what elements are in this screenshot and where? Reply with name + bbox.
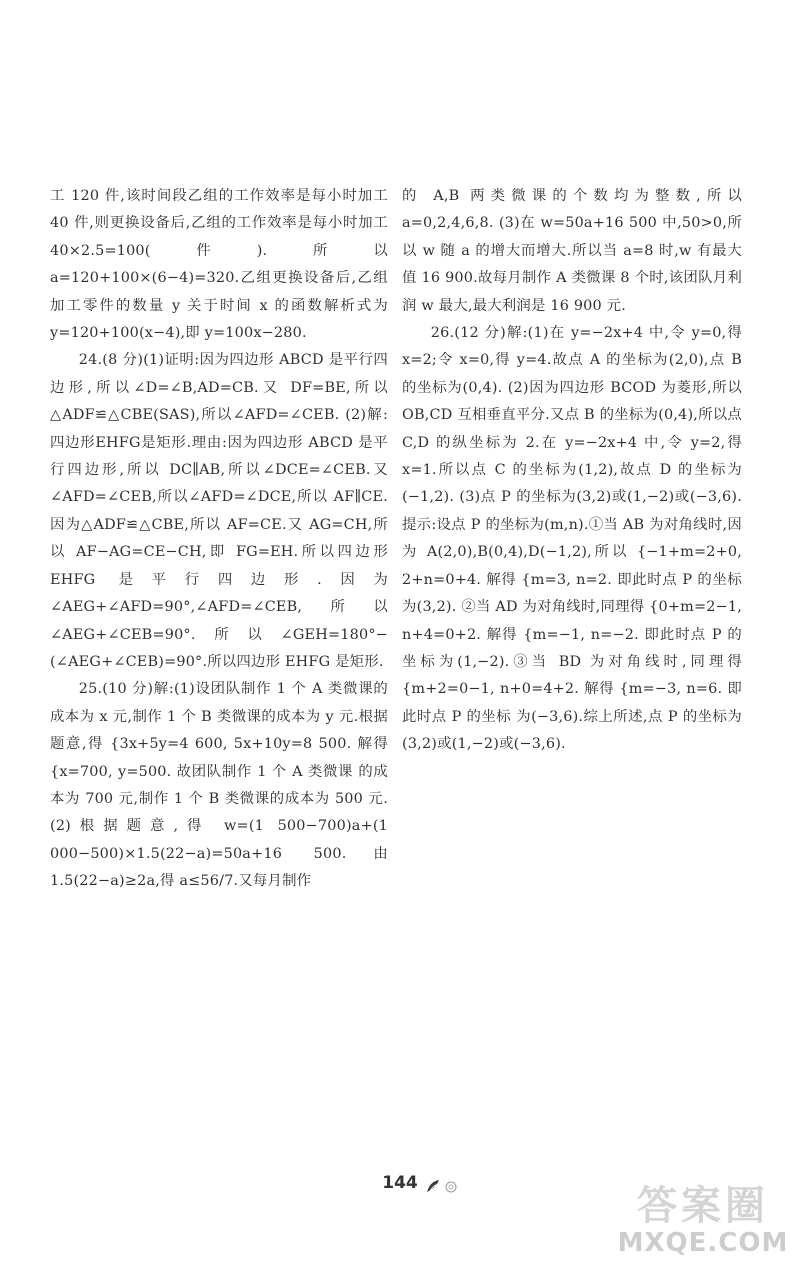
paragraph-question-25 xyxy=(50,676,388,895)
page-number: 144 xyxy=(382,1173,418,1193)
question-25-equation-system: {3x+5y=4 600, 5x+10y=8 500. 解得 {x=700, y=500. 故团队制作 1 个 A 类微课 xyxy=(50,736,389,780)
paragraph-23-continued: 工 120 件,该时间段乙组的工作效率是每小时加工 40 件,则更换设备后,乙组的工作效率是每小时加工 40×2.5=100(件).所以 a=120+100×(6−4)=320.乙组更换设备后,乙组加工零件的数量 y 关于时间 x 的函数解析式为 y=120+100(x−4),即 y=100x−280. xyxy=(50,188,388,342)
question-26-conclusion: 为(−3,6).综上所述,点 P 的坐标为(3,2)或(1,−2)或(−3,6). xyxy=(402,708,742,753)
paragraph-question-26 xyxy=(402,320,742,759)
question-26-case-bd: {m=−1, n=−2. 即此时点 P 的坐标为(1,−2).③当 BD 为对角线时,同理得 {m+2=0−1, n+0=4+2. 解得 {m=−3, n=6. 即此时点 P 的坐标 xyxy=(402,626,742,725)
paragraph-question-24: 24.(8 分)(1)证明:因为四边形 ABCD 是平行四边形,所以∠D=∠B,AD=CB.又 DF=BE,所以△ADF≌△CBE(SAS),所以∠AFD=∠CEB. (2)解:四边形EHFG是矩形.理由:因为四边形 ABCD 是平行四边形,所以 DC∥AB,所以∠DCE=∠CEB.又∠AFD=∠CEB,所以∠AFD=∠DCE,所以 AF∥CE.因为△ADF≌△CBE,所以 AF=CE.又 AG=CH,所以 AF−AG=CE−CH,即 FG=EH.所以四边形 EHFG 是平行四边形.因为∠AEG+∠AFD=90°,∠AFD=∠CEB,所以∠AEG+∠CEB=90°.所以∠GEH=180°−(∠AEG+∠CEB)=90°.所以四边形 EHFG 是矩形. xyxy=(50,352,388,670)
question-25-intro: 25.(10 分)解:(1)设团队制作 1 个 A 类微课的成本为 x 元,制作 1 个 B 类微课的成本为 y 元.根据题意,得 xyxy=(50,681,388,753)
watermark-domain: MXQE.COM xyxy=(617,1228,789,1258)
question-26-case-ad: ②当 AD 为对角线时,同理得 {0+m=2−1, n+4=0+2. 解得 xyxy=(402,599,743,643)
question-26-case-ab: {−1+m=2+0, 2+n=0+4. 解得 {m=3, n=2. 即此时点 P 的坐标为(3,2). xyxy=(402,544,743,616)
leaf-logo-icon xyxy=(423,1177,463,1195)
left-column xyxy=(50,183,388,896)
site-watermark xyxy=(612,1170,794,1270)
watermark-chinese: 答案圈 xyxy=(637,1183,769,1229)
question-25-rest: 的成本为 700 元,制作 1 个 B 类微课的成本为 500 元. (2)根据题意,得 w=(1 500−700)a+(1 000−500)×1.5(22−a)=50a+16 500.由 1.5(22−a)≥2a,得 a≤56/7.又每月制作 xyxy=(50,763,388,890)
paragraph-25-continued: 的 A,B 两类微课的个数均为整数,所以 a=0,2,4,6,8. (3)在 w=50a+16 500 中,50>0,所以 w 随 a 的增大而增大.所以当 a=8 时,w 有最大值 16 900.故每月制作 A 类微课 8 个时,该团队月利润 w 最大,最大利润是 16 900 元. xyxy=(402,188,742,314)
question-26-main: 26.(12 分)解:(1)在 y=−2x+4 中,令 y=0,得 x=2;令 x=0,得 y=4.故点 A 的坐标为(2,0),点 B 的坐标为(0,4). (2)因为四边形 BCOD 为菱形,所以 OB,CD 互相垂直平分.又点 B 的坐标为(0,4),所以点 C,D 的纵坐标为 2.在 y=−2x+4 中,令 y=2,得 x=1.所以点 C 的坐标为(1,2),故点 D 的坐标为(−1,2). (3)点 P 的坐标为(3,2)或(1,−2)或(−3,6).提示:设点 P 的坐标为(m,n).①当 AB 为对角线时,因为 A(2,0),B(0,4),D(−1,2),所以 xyxy=(402,325,742,561)
right-column xyxy=(402,183,742,759)
